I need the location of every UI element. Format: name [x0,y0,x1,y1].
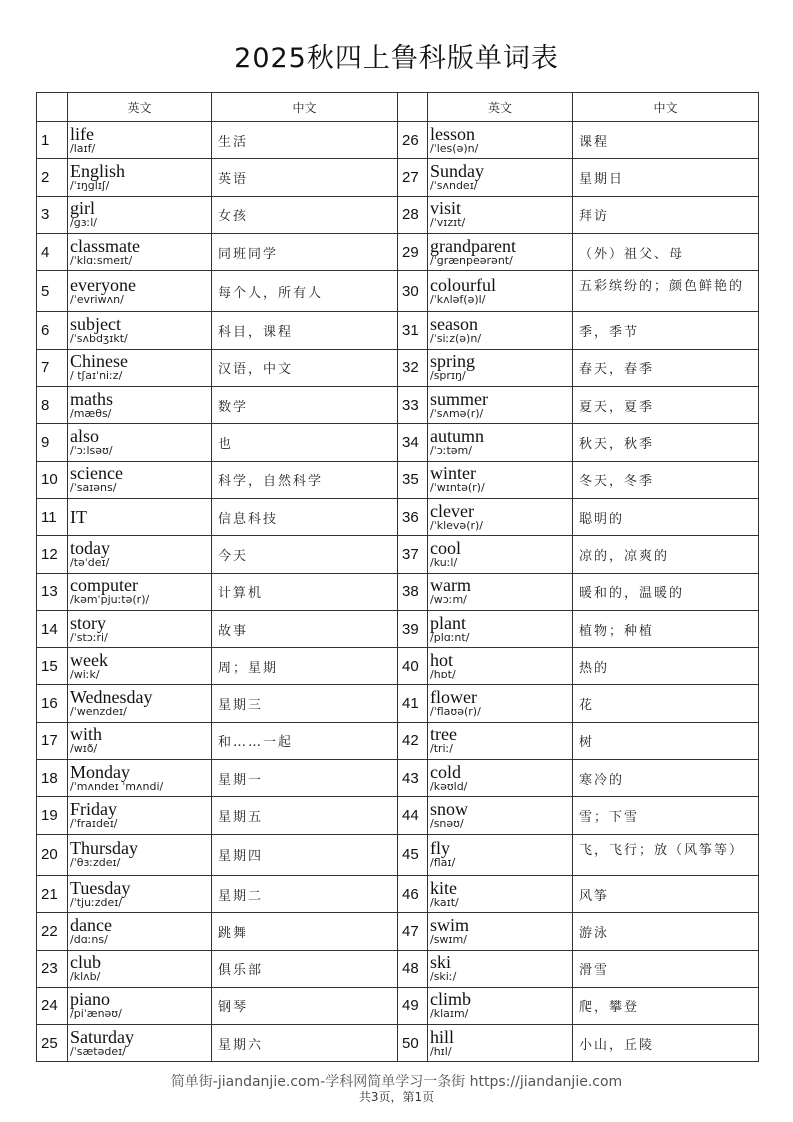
phonetic: /ˈstɔːri/ [70,630,108,644]
english-word: kite [430,877,457,898]
entry-chinese: 钢琴 [212,987,398,1024]
english-word: piano [70,989,110,1010]
entry-english [428,461,573,498]
entry-number: 29 [398,233,428,270]
entry-chinese: 英语 [212,159,398,196]
table-row [37,797,759,834]
entry-english [68,424,212,461]
table-row [37,387,759,424]
table-row [37,573,759,610]
entry-chinese: 夏天，夏季 [573,387,759,424]
english-word: grandparent [430,235,516,256]
entry-english [68,987,212,1024]
entry-chinese: 科目，课程 [212,312,398,349]
phonetic: /wiːk/ [70,667,100,681]
entry-chinese: 俱乐部 [212,950,398,987]
entry-chinese: 五彩缤纷的；颜色鲜艳的 [573,271,759,312]
english-word: classmate [70,235,140,256]
entry-chinese: 爬，攀登 [573,987,759,1024]
entry-chinese: 汉语，中文 [212,349,398,386]
entry-english [68,233,212,270]
entry-chinese: 植物；种植 [573,610,759,647]
phonetic: /ˈsʌbdʒɪkt/ [70,332,128,346]
english-word: everyone [70,274,136,295]
phonetic: /wɔːm/ [430,593,467,607]
entry-chinese: 热的 [573,648,759,685]
english-word: science [70,463,123,484]
entry-number: 41 [398,685,428,722]
entry-english [68,461,212,498]
english-word: life [70,123,94,144]
english-word: swim [430,914,470,935]
entry-number: 4 [37,233,68,270]
header-num-left [37,93,68,122]
entry-chinese: 树 [573,722,759,759]
english-word: Tuesday [70,877,131,898]
entry-chinese: 数学 [212,387,398,424]
phonetic: /dɑːns/ [70,932,108,946]
entry-number: 22 [37,913,68,950]
table-row [37,685,759,722]
table-row [37,722,759,759]
table-row [37,987,759,1024]
english-word: subject [70,314,121,335]
header-chinese-right: 中文 [573,93,759,122]
phonetic: /ˈsʌmə(r)/ [430,406,484,420]
footer-source: 简单街-jiandanjie.com-学科网简单学习一条街 https://jiandanjie.com [170,1074,623,1090]
entry-number: 13 [37,573,68,610]
entry-chinese: 信息科技 [212,498,398,535]
table-row [37,424,759,461]
table-row [37,648,759,685]
english-word: Wednesday [70,687,153,708]
entry-english [428,536,573,573]
entry-english [68,498,212,535]
entry-english [428,159,573,196]
entry-chinese: 春天，春季 [573,349,759,386]
entry-english [428,387,573,424]
entry-english [68,722,212,759]
entry-chinese: 跳舞 [212,913,398,950]
phonetic: /ˈtjuːzdeɪ/ [70,895,123,909]
table-header-row [37,93,759,122]
entry-chinese: 冬天，冬季 [573,461,759,498]
entry-number: 19 [37,797,68,834]
english-word: with [70,724,103,745]
entry-chinese: 星期五 [212,797,398,834]
phonetic: /snəʊ/ [430,816,464,830]
entry-english [428,913,573,950]
phonetic: /flaɪ/ [430,856,456,870]
entry-number: 9 [37,424,68,461]
entry-chinese: 女孩 [212,196,398,233]
entry-english [68,685,212,722]
table-row [37,536,759,573]
entry-number: 6 [37,312,68,349]
entry-english [428,834,573,875]
entry-english [428,875,573,912]
english-word: also [70,426,99,447]
entry-english [68,349,212,386]
entry-number: 28 [398,196,428,233]
table-row [37,122,759,159]
english-word: plant [430,612,466,633]
phonetic: /təˈdeɪ/ [70,555,110,569]
phonetic: /ˈwenzdeɪ/ [70,705,127,719]
entry-number: 24 [37,987,68,1024]
vocabulary-table [36,92,759,1062]
table-row [37,834,759,875]
phonetic: /piˈænəʊ/ [70,1007,122,1021]
entry-number: 7 [37,349,68,386]
english-word: Friday [70,798,117,819]
phonetic: /wɪð/ [70,742,98,756]
entry-number: 37 [398,536,428,573]
phonetic: /swɪm/ [430,932,467,946]
entry-english [68,271,212,312]
entry-number: 8 [37,387,68,424]
entry-chinese: （外）祖父、母 [573,233,759,270]
table-row [37,461,759,498]
entry-english [428,271,573,312]
entry-english [428,573,573,610]
entry-number: 26 [398,122,428,159]
table-row [37,312,759,349]
entry-chinese: 和……一起 [212,722,398,759]
table-row [37,498,759,535]
entry-english [428,685,573,722]
entry-chinese: 也 [212,424,398,461]
entry-english [428,424,573,461]
phonetic: /ˈfraɪdeɪ/ [70,816,118,830]
table-row [37,271,759,312]
english-word: Chinese [70,351,128,372]
entry-chinese: 星期二 [212,875,398,912]
entry-number: 3 [37,196,68,233]
entry-number: 46 [398,875,428,912]
entry-chinese: 飞，飞行；放（风筝等） [573,834,759,875]
entry-chinese: 星期日 [573,159,759,196]
entry-english [428,950,573,987]
phonetic: /triː/ [430,742,454,756]
table-row [37,760,759,797]
table-row [37,913,759,950]
entry-english [428,722,573,759]
entry-number: 25 [37,1025,68,1062]
english-word: IT [70,506,87,527]
english-word: visit [430,198,462,219]
entry-english [428,122,573,159]
phonetic: /ˈkʌləf(ə)l/ [430,292,486,306]
entry-chinese: 星期六 [212,1025,398,1062]
phonetic: /plɑːnt/ [430,630,470,644]
entry-chinese: 凉的，凉爽的 [573,536,759,573]
entry-chinese: 拜访 [573,196,759,233]
english-word: Thursday [70,838,138,859]
entry-chinese: 滑雪 [573,950,759,987]
entry-chinese: 游泳 [573,913,759,950]
entry-english [428,648,573,685]
entry-number: 45 [398,834,428,875]
phonetic: /ˈsætədeɪ/ [70,1044,126,1058]
english-word: warm [430,575,471,596]
header-english-right: 英文 [428,93,573,122]
entry-english [428,233,573,270]
english-word: colourful [430,274,496,295]
entry-number: 33 [398,387,428,424]
footer-pagination: 共3页，第1页 [358,1090,435,1104]
phonetic: /gɜːl/ [70,216,98,230]
entry-chinese: 星期三 [212,685,398,722]
entry-english [428,349,573,386]
english-word: English [70,160,126,181]
phonetic: /ˈwɪntə(r)/ [430,481,485,495]
entry-english [428,987,573,1024]
phonetic: /hɪl/ [430,1044,452,1058]
entry-english [428,610,573,647]
english-word: season [430,314,478,335]
english-word: lesson [430,123,475,144]
entry-number: 30 [398,271,428,312]
table-row [37,196,759,233]
entry-chinese: 科学，自然科学 [212,461,398,498]
entry-number: 48 [398,950,428,987]
english-word: clever [430,500,474,521]
entry-number: 40 [398,648,428,685]
entry-chinese: 寒冷的 [573,760,759,797]
english-word: maths [70,388,113,409]
entry-english [428,760,573,797]
phonetic: / tʃaɪˈniːz/ [70,369,123,383]
phonetic: /ˈsʌndeɪ/ [430,178,478,192]
entry-number: 14 [37,610,68,647]
entry-number: 16 [37,685,68,722]
entry-number: 36 [398,498,428,535]
english-word: snow [430,798,469,819]
entry-english [68,1025,212,1062]
entry-chinese: 小山，丘陵 [573,1025,759,1062]
english-word: week [70,649,108,670]
entry-english [68,610,212,647]
phonetic: /kaɪt/ [430,895,459,909]
entry-number: 34 [398,424,428,461]
header-num-right [398,93,428,122]
entry-english [68,950,212,987]
entry-english [68,573,212,610]
entry-chinese: 今天 [212,536,398,573]
entry-number: 43 [398,760,428,797]
table-row [37,233,759,270]
phonetic: /hɒt/ [430,667,456,681]
entry-number: 17 [37,722,68,759]
phonetic: /ˈklɑːsmeɪt/ [70,253,133,267]
english-word: ski [430,952,452,973]
english-word: winter [430,463,476,484]
english-word: story [70,612,106,633]
entry-english [68,913,212,950]
english-word: summer [430,388,488,409]
english-word: climb [430,989,471,1010]
entry-english [68,122,212,159]
page-title: 2025秋四上鲁科版单词表 [234,43,559,74]
phonetic: /klaɪm/ [430,1007,469,1021]
entry-chinese: 同班同学 [212,233,398,270]
entry-chinese: 季，季节 [573,312,759,349]
phonetic: /klʌb/ [70,970,101,984]
entry-english [68,536,212,573]
phonetic: /ˈmʌndeɪ ˈmʌndi/ [70,779,164,793]
entry-number: 15 [37,648,68,685]
english-word: cold [430,761,461,782]
entry-english [68,760,212,797]
entry-chinese: 生活 [212,122,398,159]
entry-chinese: 风筝 [573,875,759,912]
phonetic: /ˈevriwʌn/ [70,292,124,306]
entry-number: 12 [37,536,68,573]
english-word: tree [430,724,457,745]
english-word: cool [430,537,461,558]
phonetic: /sprɪŋ/ [430,369,466,383]
phonetic: /laɪf/ [70,141,96,155]
phonetic: /kəmˈpjuːtə(r)/ [70,593,150,607]
english-word: spring [430,351,475,372]
entry-english [68,797,212,834]
entry-number: 1 [37,122,68,159]
entry-english [68,834,212,875]
entry-english [428,498,573,535]
phonetic: /kuːl/ [430,555,458,569]
phonetic: /ˈɪŋglɪʃ/ [70,178,110,192]
entry-number: 42 [398,722,428,759]
english-word: girl [70,198,95,219]
entry-english [68,312,212,349]
entry-english [428,797,573,834]
entry-chinese: 周；星期 [212,648,398,685]
table-row [37,159,759,196]
english-word: dance [70,914,112,935]
phonetic: /ˈgrænpeərənt/ [430,253,513,267]
phonetic: /kəʊld/ [430,779,468,793]
entry-number: 32 [398,349,428,386]
header-english-left: 英文 [68,93,212,122]
phonetic: /ˈɔːlsəʊ/ [70,444,113,458]
entry-number: 49 [398,987,428,1024]
phonetic: /ˈsaɪəns/ [70,481,117,495]
entry-english [68,648,212,685]
entry-english [428,312,573,349]
entry-chinese: 星期一 [212,760,398,797]
entry-number: 20 [37,834,68,875]
header-chinese-left: 中文 [212,93,398,122]
entry-number: 10 [37,461,68,498]
phonetic: /ˈvɪzɪt/ [430,216,466,230]
english-word: Sunday [430,160,484,181]
entry-number: 47 [398,913,428,950]
entry-number: 39 [398,610,428,647]
entry-chinese: 秋天，秋季 [573,424,759,461]
entry-number: 35 [398,461,428,498]
english-word: club [70,952,101,973]
entry-chinese: 课程 [573,122,759,159]
english-word: today [70,537,110,558]
entry-chinese: 计算机 [212,573,398,610]
entry-number: 23 [37,950,68,987]
phonetic: /ˈklevə(r)/ [430,518,484,532]
entry-chinese: 花 [573,685,759,722]
table-row [37,1025,759,1062]
entry-chinese: 暖和的，温暖的 [573,573,759,610]
english-word: fly [430,838,450,859]
entry-number: 21 [37,875,68,912]
entry-english [68,159,212,196]
entry-chinese: 故事 [212,610,398,647]
entry-number: 2 [37,159,68,196]
entry-number: 31 [398,312,428,349]
entry-number: 18 [37,760,68,797]
english-word: Monday [70,761,130,782]
entry-number: 50 [398,1025,428,1062]
entry-number: 5 [37,271,68,312]
phonetic: /ˈɔːtəm/ [430,444,472,458]
table-row [37,950,759,987]
entry-english [428,196,573,233]
entry-english [68,196,212,233]
phonetic: /mæθs/ [70,406,112,420]
english-word: hill [430,1026,455,1047]
table-row [37,875,759,912]
entry-chinese: 雪；下雪 [573,797,759,834]
english-word: hot [430,649,454,670]
entry-english [68,875,212,912]
phonetic: /skiː/ [430,970,457,984]
entry-chinese: 星期四 [212,834,398,875]
english-word: autumn [430,426,484,447]
entry-english [68,387,212,424]
english-word: Saturday [70,1026,134,1047]
table-row [37,349,759,386]
table-row [37,610,759,647]
entry-chinese: 每个人，所有人 [212,271,398,312]
phonetic: /ˈsiːz(ə)n/ [430,332,482,346]
phonetic: /ˈflaʊə(r)/ [430,705,481,719]
entry-number: 27 [398,159,428,196]
english-word: flower [430,687,477,708]
english-word: computer [70,575,138,596]
entry-chinese: 聪明的 [573,498,759,535]
entry-english [428,1025,573,1062]
entry-number: 44 [398,797,428,834]
phonetic: /ˈles(ə)n/ [430,141,479,155]
entry-number: 11 [37,498,68,535]
entry-number: 38 [398,573,428,610]
phonetic: /ˈθɜːzdeɪ/ [70,856,121,870]
